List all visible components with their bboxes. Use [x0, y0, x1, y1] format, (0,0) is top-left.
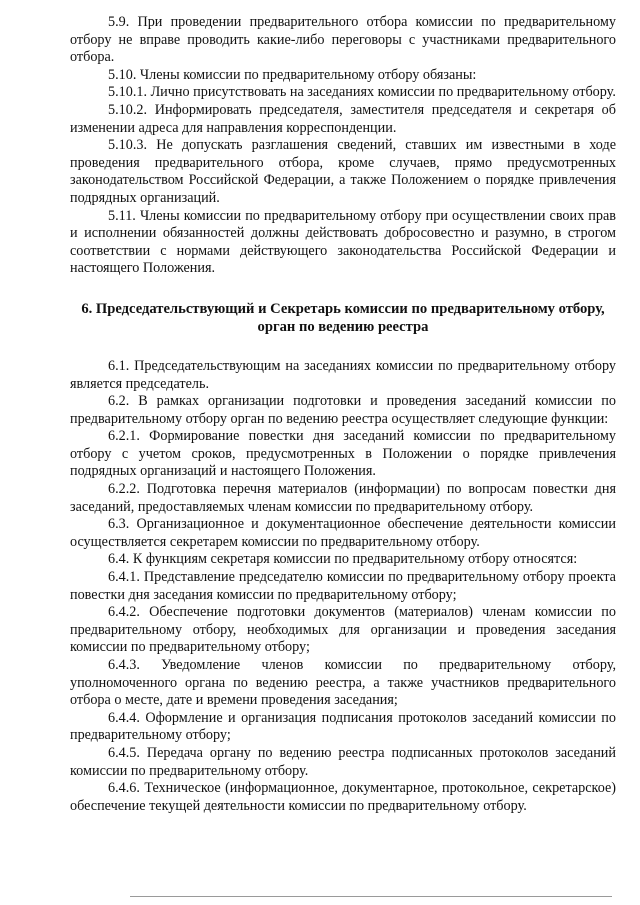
section-5-continuation [70, 14, 616, 278]
paragraph-6-2-1: 6.2.1. Формирование повестки дня заседаний комиссии по предварительному отбору с учетом сроков, предусмотренных в Положении о порядке привлечения подрядных организаций и настоящего Положения. [70, 428, 616, 480]
paragraph-6-1: 6.1. Председательствующим на заседаниях комиссии по предварительному отбору является председатель. [70, 357, 616, 392]
paragraph-5-10-3: 5.10.3. Не допускать разглашения сведений, ставших им известными в ходе проведения предварительного отбора, кроме случаев, прямо предусмотренных законодательством Российской Федерации, а также Положением о порядке привлечения подрядных организаций. [70, 137, 616, 206]
paragraph-5-10-2: 5.10.2. Информировать председателя, заместителя председателя и секретаря об изменении адреса для направления корреспонденции. [70, 101, 616, 136]
paragraph-6-4: 6.4. К функциям секретаря комиссии по предварительному отбору относятся: [108, 551, 578, 568]
section-6-heading: 6. Председательствующий и Секретарь комиссии по предварительному отбору, орган по ведению реестра [81, 300, 605, 335]
paragraph-6-4-3: 6.4.3. Уведомление членов комиссии по предварительному отбору, уполномоченного органа по ведению реестра, а также участников предварительного отбора о месте, дате и времени проведения заседания; [70, 657, 616, 709]
paragraph-6-4-2: 6.4.2. Обеспечение подготовки документов (материалов) членам комиссии по предварительному отбору, необходимых для организации и проведения заседания комиссии по предварительному отбору; [70, 604, 616, 656]
paragraph-6-4-4: 6.4.4. Оформление и организация подписания протоколов заседаний комиссии по предварительному отбору; [70, 709, 616, 744]
paragraph-6-4-6: 6.4.6. Техническое (информационное, документарное, протокольное, секретарское) обеспечение текущей деятельности комиссии по предварительному отбору. [70, 780, 616, 814]
section-6-body [70, 358, 616, 815]
paragraph-6-3: 6.3. Организационное и документационное обеспечение деятельности комиссии осуществляется секретарем комиссии по предварительному отбору. [70, 516, 616, 550]
paragraph-5-10: 5.10. Члены комиссии по предварительному отбору обязаны: [108, 66, 477, 83]
paragraph-5-10-1: 5.10.1. Лично присутствовать на заседаниях комиссии по предварительному отбору. [108, 84, 616, 101]
paragraph-6-4-5: 6.4.5. Передача органу по ведению реестра подписанных протоколов заседаний комиссии по предварительному отбору. [70, 744, 616, 779]
page-bottom-rule [130, 896, 612, 897]
paragraph-6-4-1: 6.4.1. Представление председателю комиссии по предварительному отбору проекта повестки дня заседания комиссии по предварительному отбору; [70, 569, 616, 603]
paragraph-5-9: 5.9. При проведении предварительного отбора комиссии по предварительному отбору не вправе проводить какие-либо переговоры с участниками предварительного отбора. [70, 14, 616, 66]
paragraph-6-2-2: 6.2.2. Подготовка перечня материалов (информации) по вопросам повестки дня заседаний, предоставляемых членам комиссии по предварительному отбору. [70, 481, 616, 515]
paragraph-5-11: 5.11. Члены комиссии по предварительному отбору при осуществлении своих прав и исполнении обязанностей должны действовать добросовестно и разумно, в строгом соответствии с нормами действующего законодательства Российской Федерации и настоящего Положения. [70, 207, 616, 277]
paragraph-6-2: 6.2. В рамках организации подготовки и проведения заседаний комиссии по предварительному отбору орган по ведению реестра осуществляет следующие функции: [70, 393, 616, 427]
